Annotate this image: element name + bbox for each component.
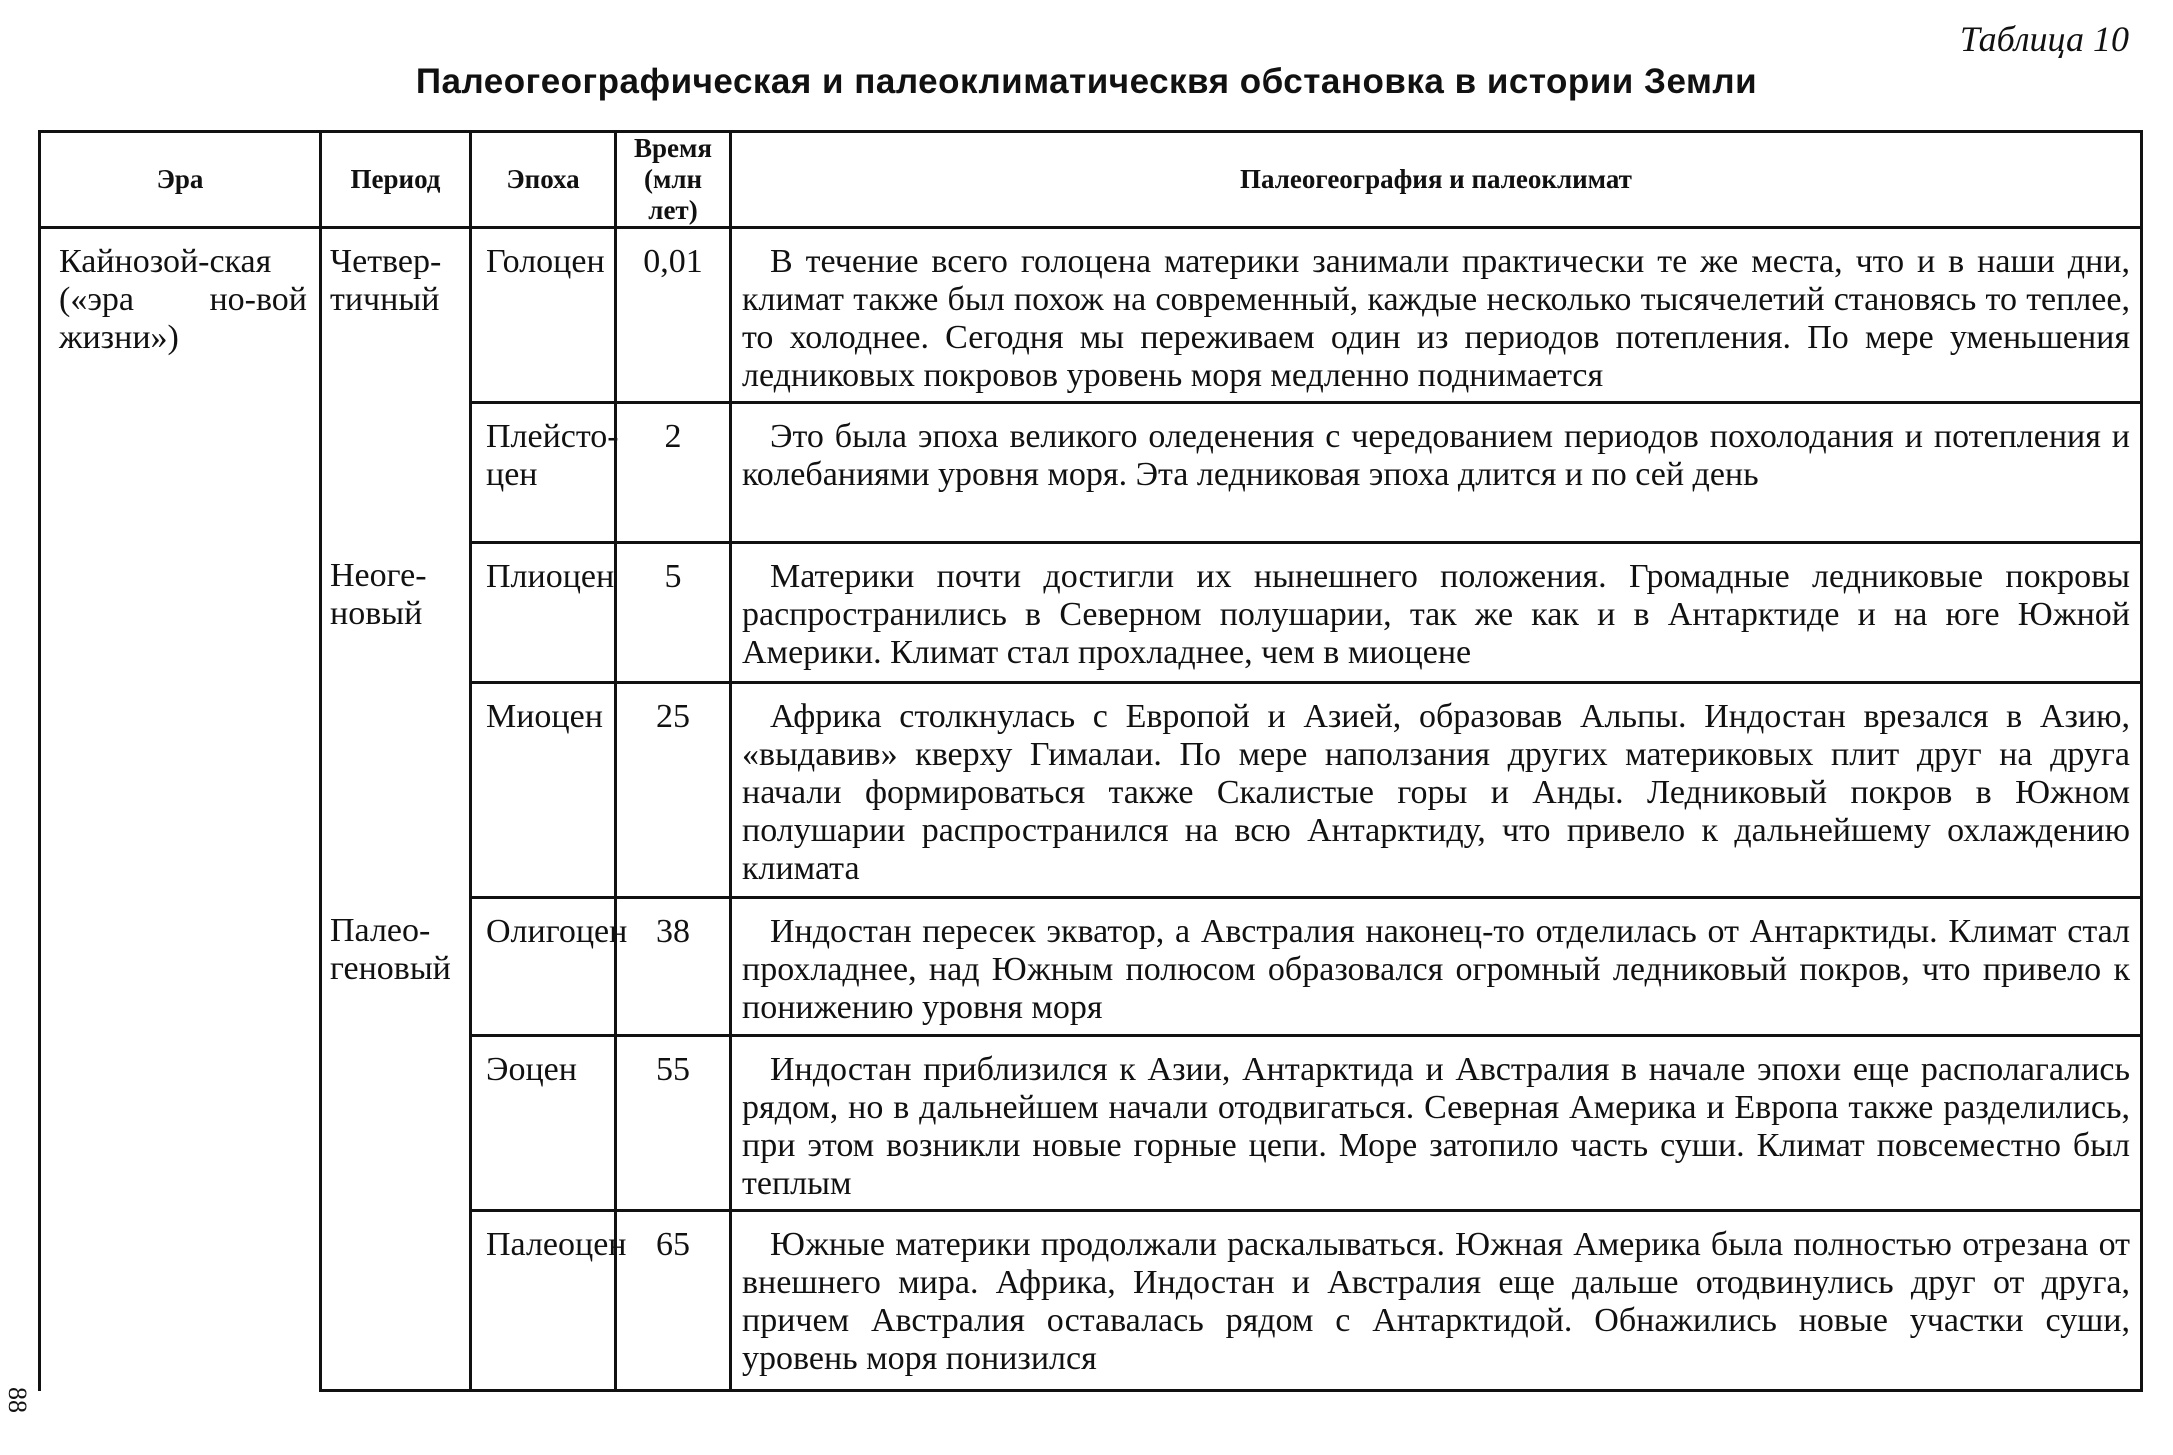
- desc-text: Африка столкнулась с Европой и Азией, образовав Альпы. Индостан врезался в Азию, «выдавив» кверху Гималаи. По мере наползания других материковых плит друг на друга начали формироваться также Скалистые горы и Анды. Ледниковый покров в Южном полушарии распространился на всю Антарктиду, что привело к дальнейшему охлаждению климата: [742, 698, 2130, 888]
- epoch-cell: Миоцен: [471, 683, 616, 898]
- header-epoch: Эпоха: [471, 132, 616, 228]
- page-number: 88: [3, 1387, 32, 1413]
- paleogeography-table: [38, 130, 2143, 1392]
- desc-text: Индостан пересек экватор, а Австралия наконец-то отделилась от Антарктиды. Климат стал прохладнее, над Южным полюсом образовался огромный ледниковый покров, что привело к понижению уровня моря: [742, 913, 2130, 1027]
- time-cell: 38: [616, 898, 731, 1036]
- period-cell: Палео-геновый: [321, 898, 471, 1391]
- desc-text: Материки почти достигли их нынешнего положения. Громадные ледниковые покровы распространились в Северном полушарии, так же как и в Антарктиде и на юге Южной Америки. Климат стал прохладнее, чем в миоцене: [742, 558, 2130, 672]
- desc-cell: [731, 1211, 2142, 1391]
- epoch-cell: Эоцен: [471, 1036, 616, 1211]
- table-row: [40, 543, 2142, 683]
- header-row: [40, 132, 2142, 228]
- header-era: Эра: [40, 132, 321, 228]
- time-cell: 65: [616, 1211, 731, 1391]
- time-cell: 0,01: [616, 228, 731, 403]
- period-cell: Четвер-тичный: [321, 228, 471, 543]
- desc-text: Индостан приблизился к Азии, Антарктида и Австралия в начале эпохи еще располагались рядом, но в дальнейшем начали отодвигаться. Северная Америка и Европа также разделились, при этом возникли новые горные цепи. Море затопило часть суши. Климат повсеместно был теплым: [742, 1051, 2130, 1203]
- header-time-line2: (млн лет): [643, 164, 703, 226]
- epoch-cell: Плейсто-цен: [471, 403, 616, 543]
- desc-text: Южные материки продолжали раскалываться. Южная Америка была полностью отрезана от внешнего мира. Африка, Индостан и Австралия еще дальше отодвинулись друг от друга, причем Австралия оставалась рядом с Антарктидой. Обнажились новые участки суши, уровень моря понизился: [742, 1226, 2130, 1378]
- desc-cell: [731, 898, 2142, 1036]
- desc-text: В течение всего голоцена материки занимали практически те же места, что и в наши дни, климат также был похож на современный, каждые несколько тысячелетий становясь то теплее, то холоднее. Сегодня мы переживаем один из периодов потепления. По мере уменьшения ледниковых покровов уровень моря медленно поднимается: [742, 243, 2130, 395]
- time-cell: 5: [616, 543, 731, 683]
- time-cell: 55: [616, 1036, 731, 1211]
- epoch-cell: Олигоцен: [471, 898, 616, 1036]
- period-cell: Неоге-новый: [321, 543, 471, 898]
- header-desc: Палеогеография и палеоклимат: [731, 132, 2142, 228]
- header-time-line1: Время: [633, 133, 712, 163]
- desc-text: Это была эпоха великого оледенения с чередованием периодов похолодания и потепления и колебаниями уровня моря. Эта ледниковая эпоха длится и по сей день: [742, 418, 2130, 494]
- header-time: [616, 132, 731, 228]
- time-cell: 2: [616, 403, 731, 543]
- desc-cell: [731, 1036, 2142, 1211]
- epoch-cell: Голоцен: [471, 228, 616, 403]
- table-row: [40, 228, 2142, 403]
- era-cell: Кайнозой-ская («эра но-вой жизни»): [40, 228, 321, 1391]
- desc-cell: [731, 543, 2142, 683]
- table-row: [40, 898, 2142, 1036]
- table-label: Таблица 10: [1959, 19, 2129, 59]
- epoch-cell: Плиоцен: [471, 543, 616, 683]
- time-cell: 25: [616, 683, 731, 898]
- table-title: Палеогеографическая и палеоклиматическвя обстановка в истории Земли: [415, 62, 1758, 101]
- desc-cell: [731, 683, 2142, 898]
- desc-cell: [731, 228, 2142, 403]
- desc-cell: [731, 403, 2142, 543]
- epoch-cell: Палеоцен: [471, 1211, 616, 1391]
- header-period: Период: [321, 132, 471, 228]
